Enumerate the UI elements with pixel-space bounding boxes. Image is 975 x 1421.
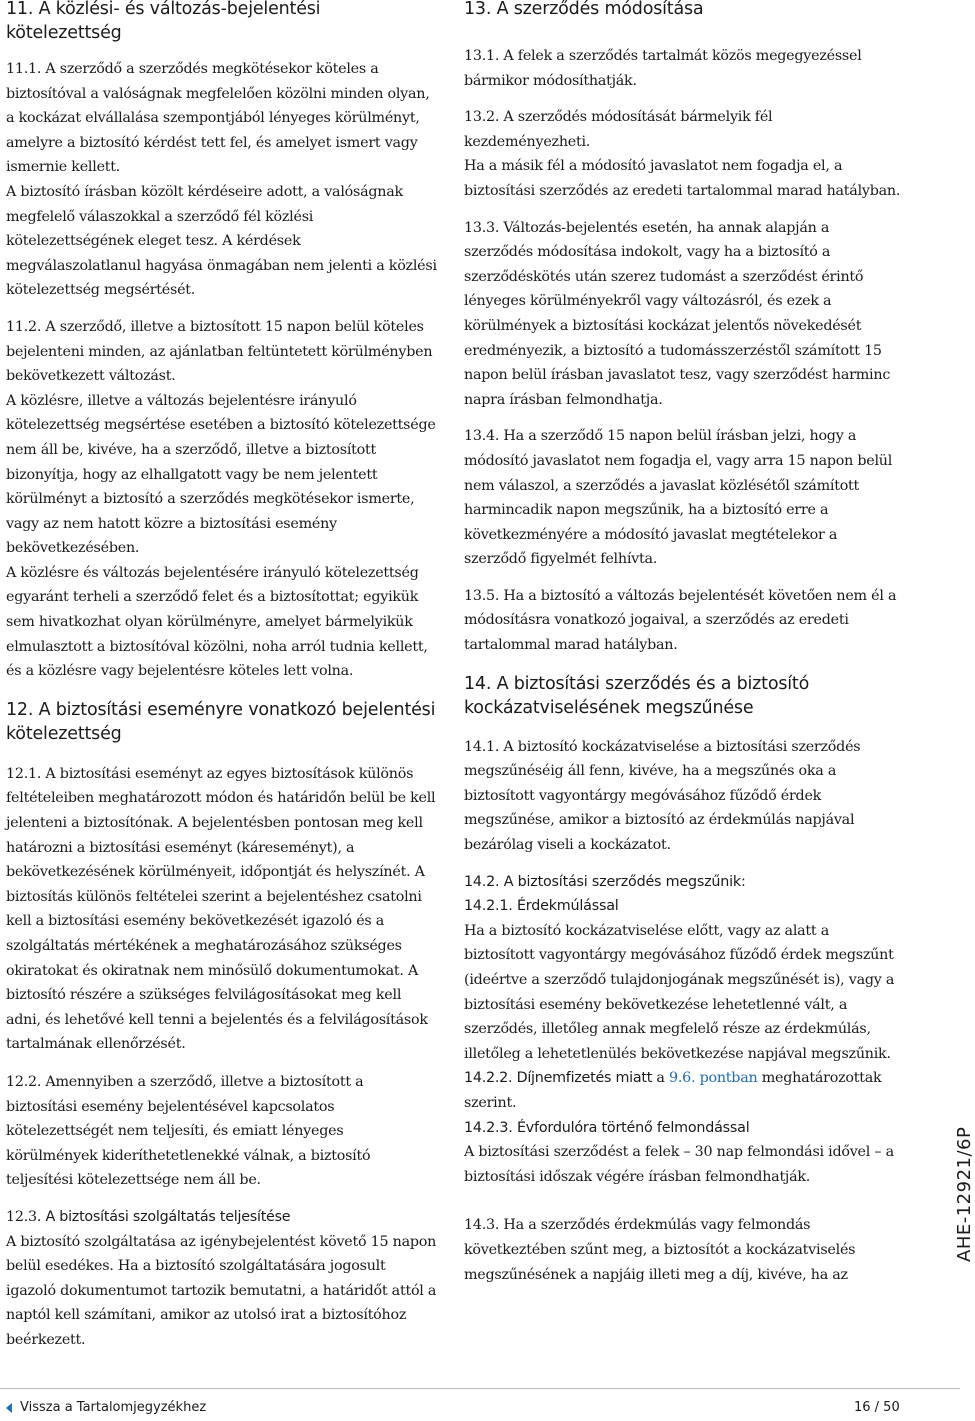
s13-p5: 13.5. Ha a biztosító a változás bejelentését követően nem él a módosításra vonatkozó jogaival, a szerződés az eredeti tartalommal marad hatályban. <box>464 587 897 654</box>
s11-p1: 11.1. A szerződő a szerződés megkötésekor köteles a biztosítóval a valóságnak megfelelően közölni minden olyan, a kockázat elvállalása szempontjából lényeges körülményt, amelyre a biztosító kérdést tett fel, és amelyet ismert vagy ismernie kellett. <box>6 61 430 176</box>
document-code: AHE-12921/6P <box>954 1126 975 1262</box>
s14-h2: 14.2. A biztosítási szerződés megszűnik: <box>464 873 746 890</box>
s14-p1: 14.1. A biztosító kockázatviselése a biztosítási szerződés megszűnéséig áll fenn, kivéve, ha a megszűnés oka a biztosított vagyontárgy megóvásához fűződő érdek megszűnése, amikor a biztosító az érdekmúlás napjával bezárólag viseli a kockázatot. <box>464 738 861 854</box>
section-9-6-link[interactable]: 9.6. pontban <box>669 1070 758 1087</box>
s14-h23: 14.2.3. Évfordulóra történő felmondással <box>464 1119 750 1136</box>
s13-p3: 13.3. Változás-bejelentés esetén, ha annak alapján a szerződés módosítása indokolt, vagy ha a biztosító a szerződéskötés után szerez tudomást a szerződést érintő lényeges körülményekről vagy változásról, és ezek a körülmények a biztosítási kockázat jelentős növekedését eredményezik, a biztosító a tudomásszerzéstől számított 15 napon belül írásban javaslatot tesz, vagy szerződést harminc napra írásban felmondhatja. <box>464 219 891 408</box>
s14-p3: 14.3. Ha a szerződés érdekmúlás vagy felmondás következtében szűnt meg, a biztosítót a kockázatviselés megszűnésének a napjáig illeti meg a díj, kivéve, ha az <box>464 1217 856 1283</box>
s13-p4: 13.4. Ha a szerződő 15 napon belül írásban jelzi, hogy a módosító javaslatot nem fogadja el, vagy arra 15 napon belül nem válaszol, a szerződés a javaslat közlésétől számított harmincadik napon megszűnik, ha a biztosító erre a következményére a módosító javaslat megtételekor a szerződő figyelmét felhívta. <box>464 428 893 568</box>
s14-h22: 14.2.2. Díjnemfizetés miatt <box>464 1070 653 1087</box>
s11-p4: A közlésre, illetve a változás bejelentésre irányuló kötelezettség megsértése esetében a biztosító kötelezettsége nem áll be, kivéve, ha a szerződő, illetve a biztosított bizonyítja, hogy az elhallgatott vagy be nem jelentett körülményt a biztosító a szerződés megkötésekor ismerte, vagy az nem hatott közre a biztosítási esemény bekövetkezésében. <box>6 392 436 557</box>
s14-h21: 14.2.1. Érdekmúlással <box>464 898 619 915</box>
s14-h22-mid: a <box>652 1070 669 1087</box>
s12-p3-num: 12.3. <box>6 1208 42 1225</box>
s11-p3: 11.2. A szerződő, illetve a biztosított 15 napon belül köteles bejelenteni minden, az ajánlatban feltüntetett körülményben bekövetkezett változást. <box>6 318 433 385</box>
page-number: 16 / 50 <box>854 1400 900 1415</box>
s14-p23: A biztosítási szerződést a felek – 30 nap felmondási idővel – a biztosítási időszak végére írásban felmondhatják. <box>464 1144 894 1185</box>
footer-divider <box>0 1388 960 1389</box>
left-column <box>6 0 438 1353</box>
back-to-contents-link[interactable] <box>6 1400 206 1415</box>
s13-p2b: Ha a másik fél a módosító javaslatot nem fogadja el, a biztosítási szerződés az eredeti tartalommal marad hatályban. <box>464 158 901 199</box>
s11-p5: A közlésre és változás bejelentésére irányuló kötelezettség egyaránt terheli a szerződő felet és a biztosítottat; egyikük sem hivatkozhat olyan körülményre, amelyet bármelyikük elmulasztott a biztosítóval közölni, noha arról tudnia kellett, és a közlésre vagy bejelentésre köteles lett volna. <box>6 564 428 680</box>
section-14-title: 14. A biztosítási szerződés és a biztosító kockázatviselésének megszűnése <box>464 673 810 719</box>
s12-p2: 12.2. Amennyiben a szerződő, illetve a biztosított a biztosítási esemény bejelentésével kapcsolatos kötelezettségét nem teljesíti, és emiatt lényeges körülmények kideríthetetlenekké válnak, a biztosító teljesítési kötelezettsége nem áll be. <box>6 1073 371 1189</box>
s13-p1: 13.1. A felek a szerződés tartalmát közös megegyezéssel bármikor módosíthatják. <box>464 48 862 89</box>
s11-p2: A biztosító írásban közölt kérdéseire adott, a valóságnak megfelelő válaszokkal a szerződő fél közlési kötelezettségének eleget tesz. A kérdések megválaszolatlanul hagyása önmagában nem jelenti a közlési kötelezettség megsértését. <box>6 183 437 299</box>
s13-p2a: 13.2. A szerződés módosítását bármelyik fél kezdeményezheti. <box>464 109 773 150</box>
s14-p21: Ha a biztosító kockázatviselése előtt, vagy az alatt a biztosított vagyontárgy megóvásához fűződő érdek megszűnt (ideértve a szerződő tulajdonjogának megszűnését is), vagy a biztosítási esemény bekövetkezése lehetetlenné vált, a szerződés, illetőleg annak megfelelő része az érdekmúlás, illetőleg a lehetetlenülés bekövetkezése napjával megszűnik. <box>464 922 895 1062</box>
s12-p3-heading <box>6 1205 438 1230</box>
section-12-title: 12. A biztosítási eseményre vonatkozó bejelentési kötelezettség <box>6 699 436 745</box>
s12-p3: A biztosító szolgáltatása az igénybejelentést követő 15 napon belül esedékes. Ha a biztosító szolgáltatására jogosult igazoló dokumentumot tartozik bemutatni, a határidőt attól a naptól kell számítani, amikor az utolsó irat a biztosítóhoz beérkezett. <box>6 1233 437 1348</box>
right-column <box>464 0 902 1287</box>
s14-h22-line <box>464 1066 902 1115</box>
section-13-title: 13. A szerződés módosítása <box>464 0 704 19</box>
triangle-left-icon <box>6 1403 12 1413</box>
s12-p1: 12.1. A biztosítási eseményt az egyes biztosítások különös feltételeiben meghatározott módon és határidőn belül be kell jelenteni a biztosítónak. A bejelentésben pontosan meg kell határozni a biztosítási eseményt (káreseményt), a bekövetkezésének körülményeit, időpontját és helyszínét. A biztosítás különös feltételei szerint a bejelentéshez csatolni kell a biztosítási esemény bekövetkezését igazoló és a szolgáltatás mértékének a meghatározásához szükséges okiratokat és okiratnak nem minősülő dokumentumokat. A biztosító részére a szükséges felvilágosításokat meg kell adni, és lehetővé kell tenni a bejelentés és a felvilágosítások tartalmának ellenőrzését. <box>6 765 436 1053</box>
s14-h22-rest: meghatározottak szerint. <box>464 1070 882 1111</box>
back-to-contents-label: Vissza a Tartalomjegyzékhez <box>20 1400 207 1415</box>
s12-p3-head: A biztosítási szolgáltatás teljesítése <box>45 1208 291 1225</box>
section-11-title: 11. A közlési- és változás-bejelentési kötelezettség <box>6 0 321 43</box>
